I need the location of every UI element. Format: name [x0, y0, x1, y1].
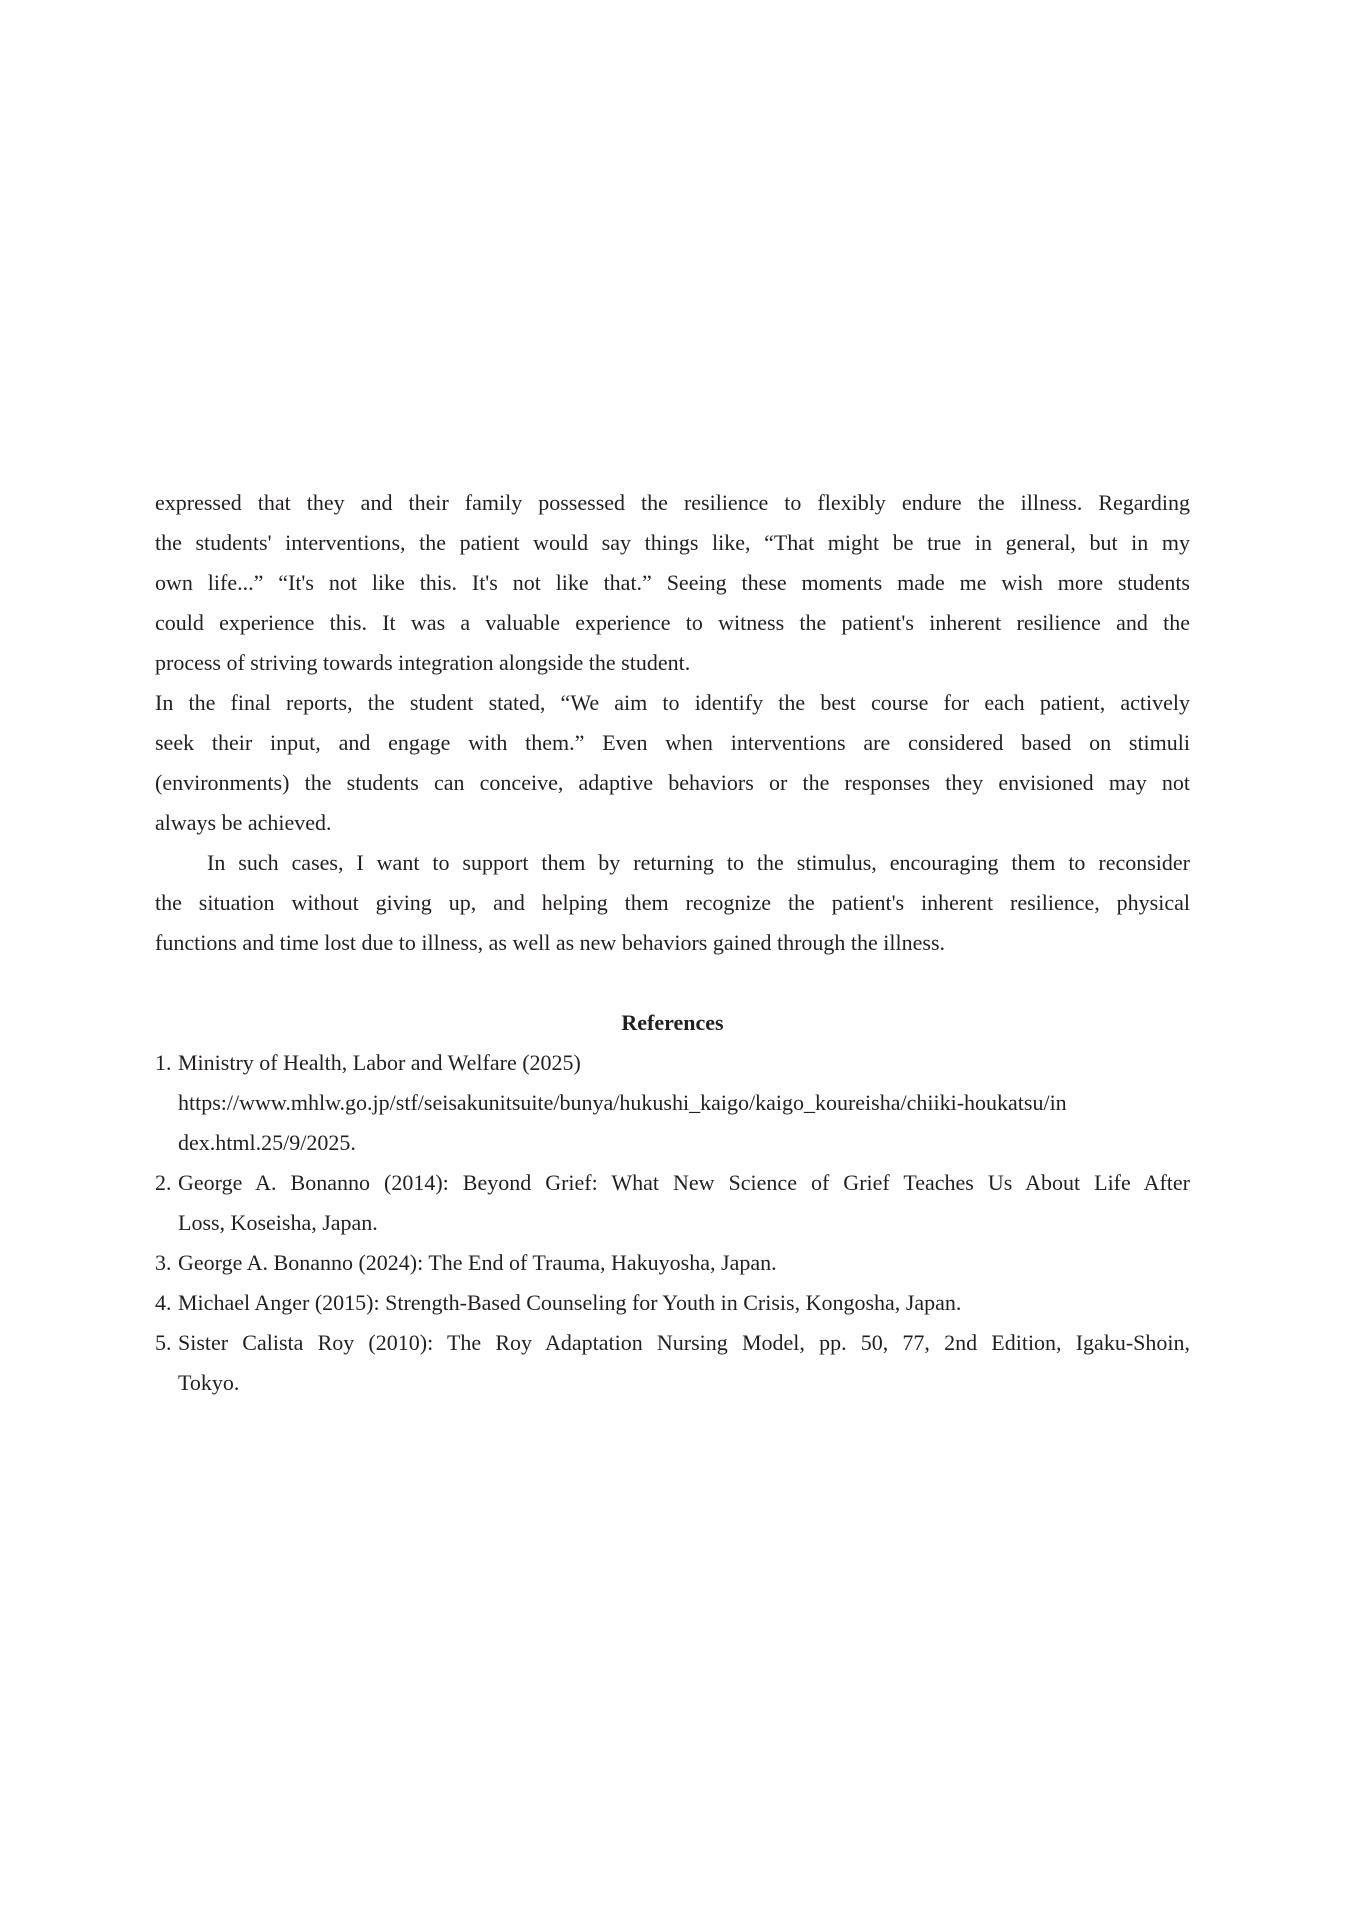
reference-number: 4. [155, 1290, 172, 1315]
reference-item [155, 1283, 1190, 1323]
reference-line: Tokyo. [178, 1370, 240, 1395]
reference-number: 1. [155, 1050, 172, 1075]
text-line: the students' interventions, the patient would say things like, “That might be true in general, but in my [155, 530, 1190, 555]
text-line: In the final reports, the student stated, “We aim to identify the best course for each patient, actively [155, 690, 1190, 715]
references-heading: References [621, 1010, 724, 1035]
text-line: the situation without giving up, and helping them recognize the patient's inherent resilience, physical [155, 890, 1190, 915]
paragraph [155, 843, 1190, 963]
paragraph [155, 483, 1190, 683]
reference-text [178, 1323, 1190, 1403]
reference-line: Sister Calista Roy (2010): The Roy Adaptation Nursing Model, pp. 50, 77, 2nd Edition, Igaku-Shoin, [178, 1330, 1190, 1355]
reference-number: 2. [155, 1170, 172, 1195]
page-content [155, 483, 1190, 1403]
reference-item [155, 1163, 1190, 1243]
references-list [155, 1043, 1190, 1403]
reference-text [178, 1283, 1190, 1323]
reference-line: Michael Anger (2015): Strength-Based Counseling for Youth in Crisis, Kongosha, Japan. [178, 1290, 962, 1315]
reference-item [155, 1323, 1190, 1403]
reference-text [178, 1243, 1190, 1283]
reference-item [155, 1043, 1190, 1163]
reference-item [155, 1243, 1190, 1283]
reference-url-line: https://www.mhlw.go.jp/stf/seisakunitsuite/bunya/hukushi_kaigo/kaigo_koureisha/chiiki-houkatsu/in [178, 1090, 1067, 1115]
reference-text [178, 1043, 1190, 1163]
text-line: (environments) the students can conceive, adaptive behaviors or the responses they envisioned may not [155, 770, 1190, 795]
text-line: process of striving towards integration alongside the student. [155, 650, 691, 675]
reference-url-line: dex.html.25/9/2025. [178, 1130, 356, 1155]
reference-number: 3. [155, 1250, 172, 1275]
reference-line: George A. Bonanno (2014): Beyond Grief: What New Science of Grief Teaches Us About Life After [178, 1170, 1190, 1195]
text-line: could experience this. It was a valuable experience to witness the patient's inherent resilience and the [155, 610, 1190, 635]
reference-line: Ministry of Health, Labor and Welfare (2025) [178, 1050, 581, 1075]
reference-line: George A. Bonanno (2024): The End of Trauma, Hakuyosha, Japan. [178, 1250, 777, 1275]
reference-number: 5. [155, 1330, 172, 1355]
text-line: seek their input, and engage with them.” Even when interventions are considered based on stimuli [155, 730, 1190, 755]
reference-line: Loss, Koseisha, Japan. [178, 1210, 378, 1235]
reference-text [178, 1163, 1190, 1243]
text-line: expressed that they and their family possessed the resilience to flexibly endure the illness. Regarding [155, 490, 1190, 515]
text-line: In such cases, I want to support them by returning to the stimulus, encouraging them to reconsider [207, 850, 1190, 875]
paragraph [155, 683, 1190, 843]
text-line: always be achieved. [155, 810, 332, 835]
text-line: own life...” “It's not like this. It's not like that.” Seeing these moments made me wish more students [155, 570, 1190, 595]
text-line: functions and time lost due to illness, as well as new behaviors gained through the illness. [155, 930, 946, 955]
